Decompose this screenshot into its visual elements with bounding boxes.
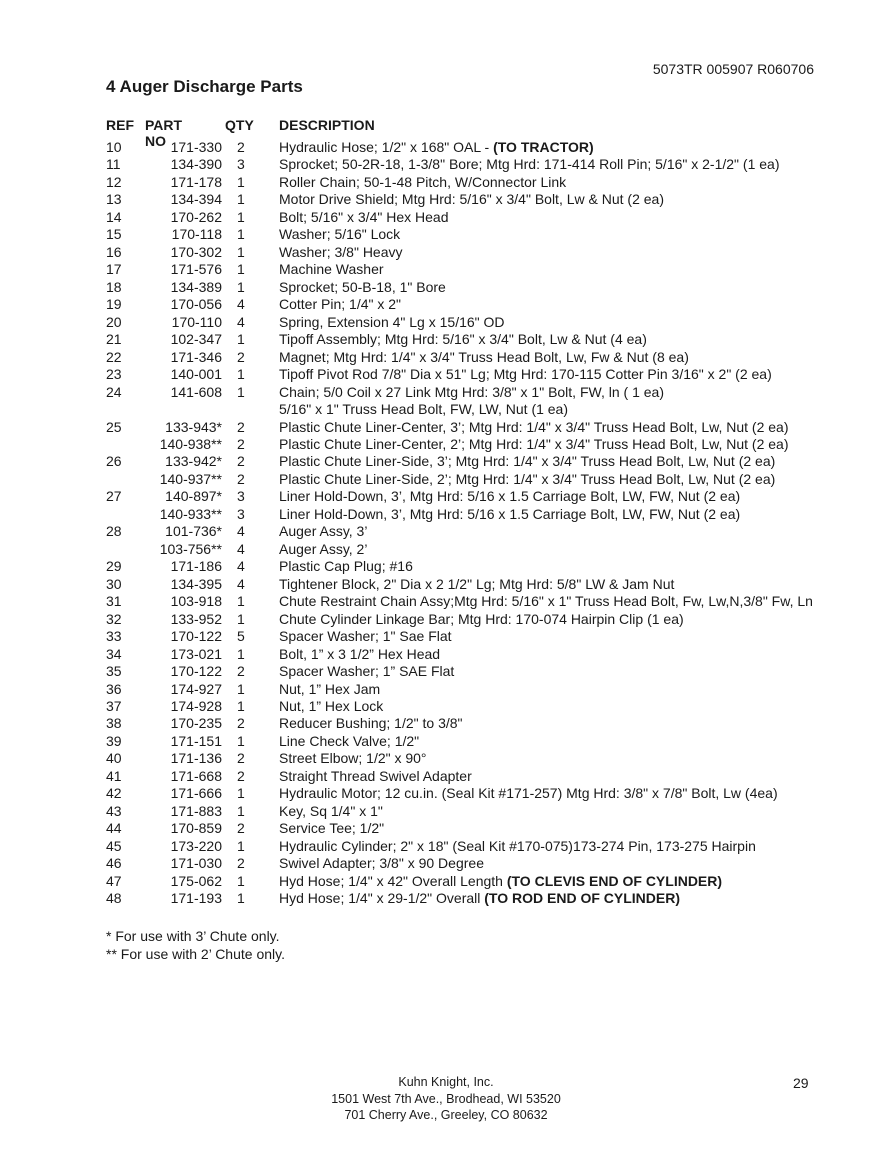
ref-cell: 27: [106, 488, 122, 505]
description-text: Hydraulic Motor; 12 cu.in. (Seal Kit #171-257) Mtg Hrd: 3/8" x 7/8" Bolt, Lw (4ea): [279, 785, 778, 802]
description-text: Street Elbow; 1/2" x 90°: [279, 750, 427, 767]
table-row: [106, 384, 866, 401]
part-no-cell: 141-608: [170, 383, 222, 400]
footnotes: [106, 927, 285, 963]
description-cell: [279, 803, 383, 820]
ref-cell: 40: [106, 750, 122, 767]
table-row: [106, 314, 866, 331]
qty-cell: 1: [237, 890, 245, 907]
description-cell: [279, 419, 789, 436]
qty-cell: 2: [237, 820, 245, 837]
ref-cell: 47: [106, 872, 122, 889]
qty-cell: 1: [237, 331, 245, 348]
part-no-cell: 171-186: [170, 558, 222, 575]
description-cell: [279, 838, 756, 855]
description-cell: [279, 558, 413, 575]
table-row: [106, 750, 866, 767]
description-text: Spacer Washer; 1” SAE Flat: [279, 663, 455, 680]
part-no-cell: 171-030: [170, 855, 222, 872]
part-no-cell: 170-110: [171, 313, 222, 330]
ref-cell: 34: [106, 645, 122, 662]
ref-cell: 41: [106, 767, 122, 784]
qty-cell: 1: [237, 191, 245, 208]
qty-cell: 1: [237, 732, 245, 749]
ref-cell: 38: [106, 715, 122, 732]
table-row: [106, 733, 866, 750]
part-no-cell: 140-897*: [165, 488, 222, 505]
qty-cell: 4: [237, 575, 245, 592]
description-cell: [279, 890, 680, 907]
ref-cell: 31: [106, 593, 122, 610]
description-cell: [279, 576, 674, 593]
part-no-cell: 134-394: [170, 191, 222, 208]
part-no-cell: 175-062: [170, 872, 222, 889]
table-row: [106, 471, 866, 488]
part-no-cell: 103-756**: [159, 540, 222, 557]
description-text: Plastic Chute Liner-Side, 2’; Mtg Hrd: 1/4" x 3/4" Truss Head Bolt, Lw, Nut (2 ea): [279, 470, 776, 487]
table-row: [106, 698, 866, 715]
ref-cell: 30: [106, 575, 122, 592]
ref-cell: 32: [106, 610, 122, 627]
table-row: [106, 244, 866, 261]
table-row: [106, 279, 866, 296]
description-emphasis: (TO TRACTOR): [493, 139, 594, 155]
table-row: [106, 820, 866, 837]
description-cell: [279, 488, 740, 505]
qty-cell: 2: [237, 855, 245, 872]
description-text: Liner Hold-Down, 3’, Mtg Hrd: 5/16 x 1.5 Carriage Bolt, LW, FW, Nut (2 ea): [279, 505, 741, 522]
description-cell: [279, 296, 401, 313]
description-cell: [279, 646, 440, 663]
table-row: [106, 401, 866, 418]
qty-cell: 1: [237, 261, 245, 278]
description-cell: [279, 244, 403, 261]
table-row: [106, 209, 866, 226]
description-cell: [279, 611, 684, 628]
table-row: [106, 855, 866, 872]
ref-cell: 37: [106, 698, 122, 714]
qty-cell: 4: [237, 313, 245, 330]
table-row: [106, 715, 866, 732]
description-cell: [279, 156, 780, 173]
table-row: [106, 366, 866, 383]
description-cell: [279, 453, 775, 470]
header-description: DESCRIPTION: [279, 117, 375, 133]
description-emphasis: (TO CLEVIS END OF CYLINDER): [506, 872, 723, 889]
description-cell: [279, 506, 740, 523]
doc-id: 5073TR 005907 R060706: [652, 61, 814, 77]
ref-cell: 16: [106, 243, 122, 260]
qty-cell: 1: [237, 610, 245, 627]
description-text: Line Check Valve; 1/2": [279, 732, 420, 749]
description-text: Nut, 1” Hex Lock: [279, 698, 384, 714]
table-row: [106, 838, 866, 855]
ref-cell: 11: [106, 156, 121, 173]
part-no-cell: 134-395: [170, 575, 222, 592]
ref-cell: 12: [106, 173, 122, 190]
description-cell: [279, 366, 772, 383]
table-row: [106, 139, 866, 156]
table-row: [106, 611, 866, 628]
part-no-cell: 133-943*: [165, 418, 222, 435]
qty-cell: 5: [237, 628, 245, 645]
page-title: 4 Auger Discharge Parts: [106, 77, 303, 96]
ref-cell: 24: [106, 383, 122, 400]
ref-cell: 35: [106, 663, 122, 680]
qty-cell: 1: [237, 680, 245, 697]
table-row: [106, 873, 866, 890]
header-part-no: PART NO: [145, 117, 183, 149]
part-no-cell: 140-937**: [159, 470, 222, 487]
description-cell: [279, 750, 427, 767]
description-cell: [279, 331, 647, 348]
ref-cell: 43: [106, 802, 122, 819]
table-row: [106, 890, 866, 907]
description-text: Plastic Chute Liner-Side, 3’; Mtg Hrd: 1/4" x 3/4" Truss Head Bolt, Lw, Nut (2 ea): [279, 453, 776, 470]
part-no-cell: 173-220: [170, 837, 222, 854]
qty-cell: 4: [237, 540, 245, 557]
qty-cell: 2: [237, 348, 245, 365]
description-text: Swivel Adapter; 3/8" x 90 Degree: [279, 855, 484, 872]
table-row: [106, 349, 866, 366]
table-row: [106, 576, 866, 593]
part-no-cell: 133-952: [170, 610, 222, 627]
description-cell: [279, 471, 775, 488]
qty-cell: 2: [237, 750, 245, 767]
description-text: Liner Hold-Down, 3’, Mtg Hrd: 5/16 x 1.5 Carriage Bolt, LW, FW, Nut (2 ea): [279, 488, 741, 505]
description-cell: [279, 873, 722, 890]
description-text: Key, Sq 1/4" x 1": [279, 802, 383, 819]
description-text: Magnet; Mtg Hrd: 1/4" x 3/4" Truss Head Bolt, Lw, Fw & Nut (8 ea): [279, 348, 689, 365]
part-no-cell: 170-235: [170, 715, 222, 732]
table-row: [106, 506, 866, 523]
ref-cell: 48: [106, 890, 122, 907]
part-no-cell: 171-883: [170, 802, 222, 819]
description-text: Bolt, 1” x 3 1/2” Hex Head: [279, 645, 441, 662]
ref-cell: 44: [106, 820, 122, 837]
description-text: Washer; 3/8" Heavy: [279, 243, 403, 260]
part-no-cell: 170-122: [170, 663, 222, 680]
table-row: [106, 628, 866, 645]
description-cell: [279, 191, 664, 208]
description-cell: [279, 785, 778, 802]
description-cell: [279, 663, 454, 680]
footer-address-2: 701 Cherry Ave., Greeley, CO 80632: [344, 1108, 548, 1122]
table-row: [106, 768, 866, 785]
description-cell: [279, 226, 400, 243]
ref-cell: 28: [106, 523, 122, 540]
part-no-cell: 140-001: [170, 366, 222, 383]
qty-cell: 2: [237, 715, 245, 732]
description-cell: [279, 681, 380, 698]
qty-cell: 1: [237, 645, 245, 662]
qty-cell: 2: [237, 767, 245, 784]
table-row: [106, 331, 866, 348]
ref-cell: 25: [106, 418, 122, 435]
qty-cell: 2: [237, 470, 245, 487]
qty-cell: 1: [237, 698, 245, 714]
table-row: [106, 419, 866, 436]
qty-cell: 2: [237, 435, 245, 452]
description-text: Motor Drive Shield; Mtg Hrd: 5/16" x 3/4" Bolt, Lw & Nut (2 ea): [279, 191, 664, 208]
part-no-cell: 174-927: [170, 680, 222, 697]
description-text: Reducer Bushing; 1/2" to 3/8": [279, 715, 463, 732]
description-text: Plastic Chute Liner-Center, 2’; Mtg Hrd: 1/4" x 3/4" Truss Head Bolt, Lw, Nut (2 ea): [279, 435, 789, 452]
table-row: [106, 681, 866, 698]
qty-cell: 1: [237, 837, 245, 854]
qty-cell: 1: [237, 278, 245, 295]
qty-cell: 4: [237, 296, 245, 313]
part-no-cell: 103-918: [170, 593, 222, 610]
description-cell: [279, 733, 419, 750]
description-text: Chain; 5/0 Coil x 27 Link Mtg Hrd: 3/8" x 1" Bolt, FW, ln ( 1 ea): [279, 383, 664, 400]
ref-cell: 26: [106, 453, 122, 470]
description-cell: [279, 209, 448, 226]
ref-cell: 22: [106, 348, 122, 365]
part-no-cell: 171-668: [170, 767, 222, 784]
part-no-cell: 170-859: [170, 820, 222, 837]
description-text: Hydraulic Hose; 1/2" x 168" OAL -: [279, 139, 494, 155]
table-row: [106, 191, 866, 208]
part-no-cell: 171-178: [170, 173, 222, 190]
qty-cell: 1: [237, 366, 245, 383]
description-cell: [279, 523, 367, 540]
footer-company: Kuhn Knight, Inc.: [398, 1075, 494, 1089]
ref-cell: 15: [106, 226, 122, 243]
table-row: [106, 174, 866, 191]
qty-cell: 2: [237, 453, 245, 470]
qty-cell: 1: [237, 785, 245, 802]
part-no-cell: 102-347: [170, 331, 222, 348]
part-no-cell: 171-346: [170, 348, 222, 365]
header-qty: QTY: [225, 117, 254, 133]
qty-cell: 4: [237, 558, 245, 575]
description-cell: [279, 698, 383, 715]
ref-cell: 46: [106, 855, 122, 872]
part-no-cell: 171-576: [170, 261, 222, 278]
qty-cell: 3: [237, 505, 245, 522]
table-row: [106, 226, 866, 243]
description-text: Tightener Block, 2" Dia x 2 1/2" Lg; Mtg Hrd: 5/8" LW & Jam Nut: [279, 575, 675, 592]
description-cell: [279, 384, 664, 401]
qty-cell: 3: [237, 156, 245, 173]
ref-cell: 14: [106, 208, 122, 225]
part-no-cell: 140-933**: [159, 505, 222, 522]
description-cell: [279, 279, 446, 296]
qty-cell: 4: [237, 523, 245, 540]
table-row: [106, 541, 866, 558]
description-cell: [279, 174, 566, 191]
description-text: Chute Restraint Chain Assy;Mtg Hrd: 5/16" x 1" Truss Head Bolt, Fw, Lw,N,3/8" Fw, Ln: [279, 593, 813, 610]
description-text: Spacer Washer; 1" Sae Flat: [279, 628, 452, 645]
qty-cell: 1: [237, 802, 245, 819]
description-text: Hyd Hose; 1/4" x 42" Overall Length: [279, 872, 507, 889]
ref-cell: 29: [106, 558, 122, 575]
description-cell: [279, 261, 384, 278]
part-no-cell: 170-118: [171, 226, 222, 243]
ref-cell: 36: [106, 680, 122, 697]
description-cell: [279, 820, 384, 837]
description-cell: [279, 314, 505, 331]
ref-cell: 18: [106, 278, 122, 295]
qty-cell: 1: [237, 872, 245, 889]
ref-cell: 13: [106, 191, 122, 208]
description-text: Hyd Hose; 1/4" x 29-1/2" Overall: [279, 890, 485, 907]
part-no-cell: 171-666: [170, 785, 222, 802]
ref-cell: 17: [106, 261, 122, 278]
part-no-cell: 171-330: [170, 139, 222, 155]
description-cell: [279, 593, 813, 610]
description-text: Tipoff Pivot Rod 7/8" Dia x 51" Lg; Mtg Hrd: 170-115 Cotter Pin 3/16" x 2" (2 ea): [279, 366, 772, 383]
description-text: Service Tee; 1/2": [279, 820, 385, 837]
qty-cell: 1: [237, 243, 245, 260]
table-row: [106, 436, 866, 453]
description-text: Plastic Chute Liner-Center, 3’; Mtg Hrd: 1/4" x 3/4" Truss Head Bolt, Lw, Nut (2 ea): [279, 418, 789, 435]
table-row: [106, 523, 866, 540]
description-text: Roller Chain; 50-1-48 Pitch, W/Connector Link: [279, 173, 567, 190]
ref-cell: 33: [106, 628, 122, 645]
ref-cell: 39: [106, 732, 122, 749]
ref-cell: 21: [106, 331, 122, 348]
description-text: Tipoff Assembly; Mtg Hrd: 5/16" x 3/4" Bolt, Lw & Nut (4 ea): [279, 331, 647, 348]
qty-cell: 3: [237, 488, 245, 505]
description-emphasis: (TO ROD END OF CYLINDER): [484, 890, 680, 907]
qty-cell: 1: [237, 383, 245, 400]
description-cell: [279, 401, 568, 418]
description-text: Washer; 5/16" Lock: [279, 226, 401, 243]
table-row: [106, 803, 866, 820]
qty-cell: 2: [237, 663, 245, 680]
ref-cell: 19: [106, 296, 122, 313]
ref-cell: 42: [106, 785, 122, 802]
description-text: Auger Assy, 2’: [279, 540, 368, 557]
description-text: 5/16" x 1" Truss Head Bolt, FW, LW, Nut (1 ea): [279, 401, 569, 418]
description-text: Sprocket; 50-B-18, 1" Bore: [279, 278, 446, 295]
description-cell: [279, 628, 452, 645]
ref-cell: 10: [106, 139, 122, 155]
table-row: [106, 156, 866, 173]
page-number: 29: [793, 1075, 809, 1091]
table-row: [106, 296, 866, 313]
part-no-cell: 171-193: [170, 890, 222, 907]
footnote-3ft: * For use with 3’ Chute only.: [106, 928, 280, 944]
footer-address-1: 1501 West 7th Ave., Brodhead, WI 53520: [331, 1091, 561, 1106]
description-text: Machine Washer: [279, 261, 384, 278]
qty-cell: 2: [237, 139, 245, 155]
qty-cell: 1: [237, 226, 245, 243]
description-cell: [279, 139, 594, 156]
description-cell: [279, 715, 463, 732]
footnote-2ft: ** For use with 2’ Chute only.: [106, 946, 285, 962]
qty-cell: 1: [237, 593, 245, 610]
description-cell: [279, 855, 484, 872]
ref-cell: 23: [106, 366, 122, 383]
table-row: [106, 453, 866, 470]
description-text: Spring, Extension 4" Lg x 15/16" OD: [279, 313, 505, 330]
part-no-cell: 134-390: [170, 156, 222, 173]
part-no-cell: 173-021: [170, 645, 222, 662]
part-no-cell: 101-736*: [165, 523, 222, 540]
table-row: [106, 488, 866, 505]
description-cell: [279, 768, 472, 785]
description-text: Straight Thread Swivel Adapter: [279, 767, 472, 784]
part-no-cell: 170-302: [170, 243, 222, 260]
ref-cell: 45: [106, 837, 122, 854]
description-text: Auger Assy, 3’: [279, 523, 368, 540]
description-cell: [279, 436, 789, 453]
table-row: [106, 261, 866, 278]
description-text: Nut, 1” Hex Jam: [279, 680, 381, 697]
part-no-cell: 134-389: [170, 278, 222, 295]
part-no-cell: 133-942*: [165, 453, 222, 470]
description-text: Bolt; 5/16" x 3/4" Hex Head: [279, 208, 449, 225]
table-row: [106, 663, 866, 680]
part-no-cell: 170-122: [170, 628, 222, 645]
part-no-cell: 174-928: [170, 698, 222, 714]
description-text: Sprocket; 50-2R-18, 1-3/8" Bore; Mtg Hrd: 171-414 Roll Pin; 5/16" x 2-1/2" (1 ea): [279, 156, 780, 173]
description-text: Chute Cylinder Linkage Bar; Mtg Hrd: 170-074 Hairpin Clip (1 ea): [279, 610, 684, 627]
table-row: [106, 558, 866, 575]
footer: [0, 1074, 892, 1124]
description-text: Cotter Pin; 1/4" x 2": [279, 296, 401, 313]
qty-cell: 1: [237, 173, 245, 190]
ref-cell: 20: [106, 313, 122, 330]
qty-cell: 2: [237, 418, 245, 435]
description-cell: [279, 541, 367, 558]
description-cell: [279, 349, 689, 366]
part-no-cell: 170-056: [170, 296, 222, 313]
table-row: [106, 646, 866, 663]
part-no-cell: 171-151: [170, 732, 222, 749]
header-ref: REF: [106, 117, 134, 133]
part-no-cell: 171-136: [170, 750, 222, 767]
part-no-cell: 140-938**: [159, 435, 222, 452]
description-text: Hydraulic Cylinder; 2" x 18" (Seal Kit #170-075)173-274 Pin, 173-275 Hairpin: [279, 837, 756, 854]
description-text: Plastic Cap Plug; #16: [279, 558, 413, 575]
part-no-cell: 170-262: [170, 208, 222, 225]
parts-table: [106, 139, 866, 908]
qty-cell: 1: [237, 208, 245, 225]
table-row: [106, 785, 866, 802]
table-row: [106, 593, 866, 610]
